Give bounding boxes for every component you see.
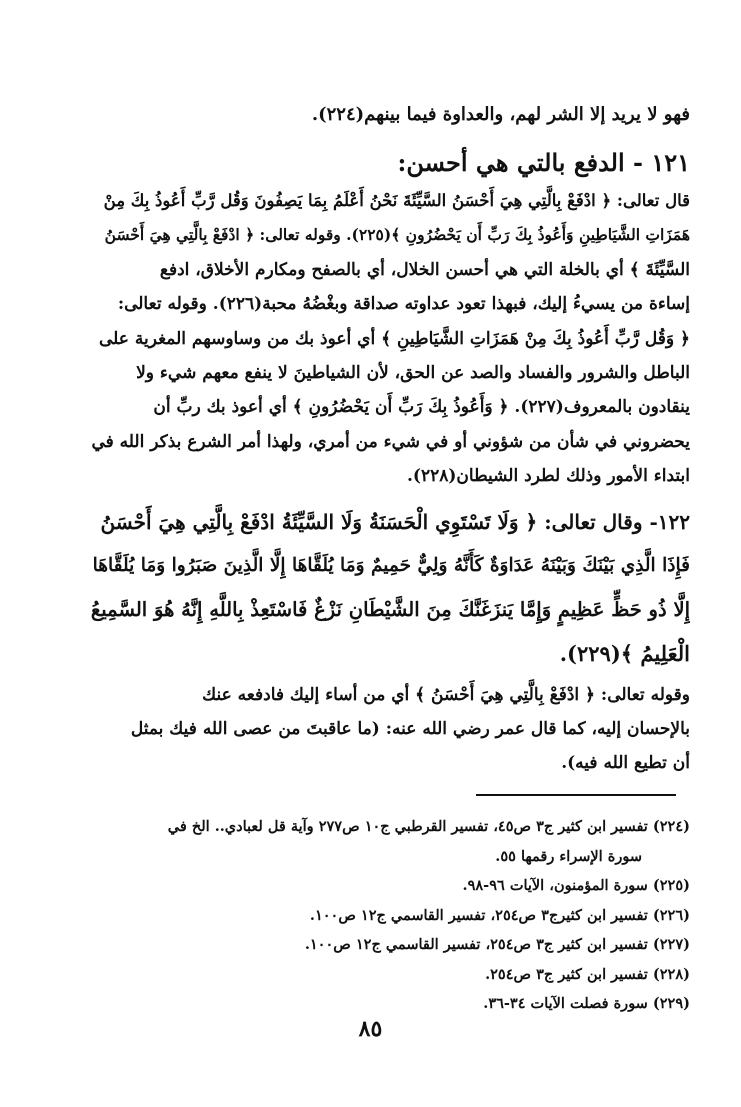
- footnote-line: سورة الإسراء رقمها ٥٥.: [495, 847, 642, 865]
- text-line: قال تعالى: ﴿ ادْفَعْ بِالَّتِي هِيَ أَحْسَنُ السَّيِّئَةَ نَحْنُ أَعْلَمُ بِمَا يَصِفُونَ وَقُل رَّبِّ أَعُوذُ بِكَ مِنْ: [103, 191, 690, 210]
- heading-line: ١٢٢- وقال تعالى: ﴿ وَلَا تَسْتَوِي الْحَسَنَةُ وَلَا السَّيِّئَةُ ادْفَعْ بِالَّتِي هِيَ أَحْسَنُ: [100, 510, 690, 534]
- footnote-line: (٢٢٩) سورة فصلت الآيات ٣٤-٣٦.: [483, 995, 690, 1012]
- text-line: الباطل والشرور والفساد والصد عن الحق، لأن الشياطينَ لا ينفع معهم شيء ولا: [136, 363, 690, 384]
- text-line: يحضروني في شأن من شؤوني أو في شيء من أمري، ولهذا أمر الشرع بذكر الله في: [91, 431, 690, 452]
- footnote-line: (٢٢٨) تفسير ابن كثير ج٣ ص٢٥٤.: [485, 965, 690, 983]
- text-line: بالإحسان إليه، كما قال عمر رضي الله عنه: (ما عاقبتَ من عصى الله فيك بمثل: [130, 719, 690, 739]
- paragraph-121: [88, 184, 690, 494]
- text-line: وقوله تعالى: ﴿ ادْفَعْ بِالَّتِي هِيَ أَحْسَنُ ﴾ أي من أساء إليك فادفعه عنك: [202, 685, 690, 705]
- text-line: ﴿ وَقُل رَّبِّ أَعُوذُ بِكَ مِنْ هَمَزَاتِ الشَّيَاطِينِ ﴾ أي أعوذ بك من وساوسهم المغرية على: [98, 328, 690, 349]
- section-heading-122: [88, 500, 690, 676]
- text-line: ينقادون بالمعروف(٢٢٧). ﴿ وَأَعُوذُ بِكَ رَبِّ أَن يَحْضُرُونِ ﴾ أي أعوذ بك ربِّ أن: [153, 397, 690, 418]
- footnote-divider: [476, 794, 676, 796]
- footnote-line: (٢٢٧) تفسير ابن كثير ج٣ ص٢٥٤، تفسير القاسمي ج١٢ ص١٠٠.: [304, 936, 690, 953]
- text-line: أن تطيع الله فيه).: [561, 753, 690, 773]
- section-heading-121: [88, 146, 690, 180]
- footnote-line: (٢٢٤) تفسير ابن كثير ج٣ ص٤٥، تفسير القرطبي ج١٠ ص٢٧٧ وآية قل لعبادي.. الخ في: [167, 818, 690, 835]
- paragraph-122: [88, 678, 690, 780]
- footnote-line: (٢٢٥) سورة المؤمنون، الآيات ٩٦-٩٨.: [462, 877, 690, 894]
- heading-line: ١٢١ - الدفع بالتي هي أحسن:: [397, 148, 690, 177]
- page-number: ٨٥: [358, 1016, 383, 1042]
- footnote-line: (٢٢٦) تفسير ابن كثيرج٣ ص٢٥٤، تفسير القاسمي ج١٢ ص١٠٠.: [309, 906, 690, 924]
- heading-line: إِلَّا ذُو حَظٍّ عَظِيمٍ وَإِمَّا يَنزَغَنَّكَ مِنَ الشَّيْطَانِ نَزْغٌ فَاسْتَعِذْ بِاللَّهِ إِنَّهُ هُوَ السَّمِيعُ: [90, 598, 690, 621]
- text-line: ابتداء الأمور وذلك لطرد الشيطان(٢٢٨).: [406, 466, 690, 487]
- intro-line: [88, 100, 690, 130]
- text-line: إساءة من يسيءُ إليك، فبهذا تعود عداوته صداقة وبغْضُهُ محبة(٢٢٦). وقوله تعالى:: [117, 294, 690, 315]
- heading-line: الْعَلِيمُ ﴾(٢٢٩).: [559, 641, 690, 666]
- footnotes: [88, 812, 690, 1019]
- heading-line: فَإِذَا الَّذِي بَيْنَكَ وَبَيْنَهُ عَدَاوَةٌ كَأَنَّهُ وَلِيٌّ حَمِيمٌ وَمَا يُلَقَّاهَا إِلَّا الَّذِينَ صَبَرُوا وَمَا يُلَقَّاهَا: [92, 555, 690, 576]
- text-line: فهو لا يريد إلا الشر لهم، والعداوة فيما بينهم(٢٢٤).: [311, 104, 690, 125]
- text-line: هَمَزَاتِ الشَّيَاطِينِ وَأَعُوذُ بِكَ رَبِّ أَن يَحْضُرُونِ ﴾(٢٢٥). وقوله تعالى: ﴿ ادْفَعْ بِالَّتِي هِيَ أَحْسَنُ: [104, 225, 690, 245]
- text-line: السَّيِّئَةَ ﴾ أي بالخلة التي هي أحسن الخلال، أي بالصفح ومكارم الأخلاق، ادفع: [159, 259, 690, 280]
